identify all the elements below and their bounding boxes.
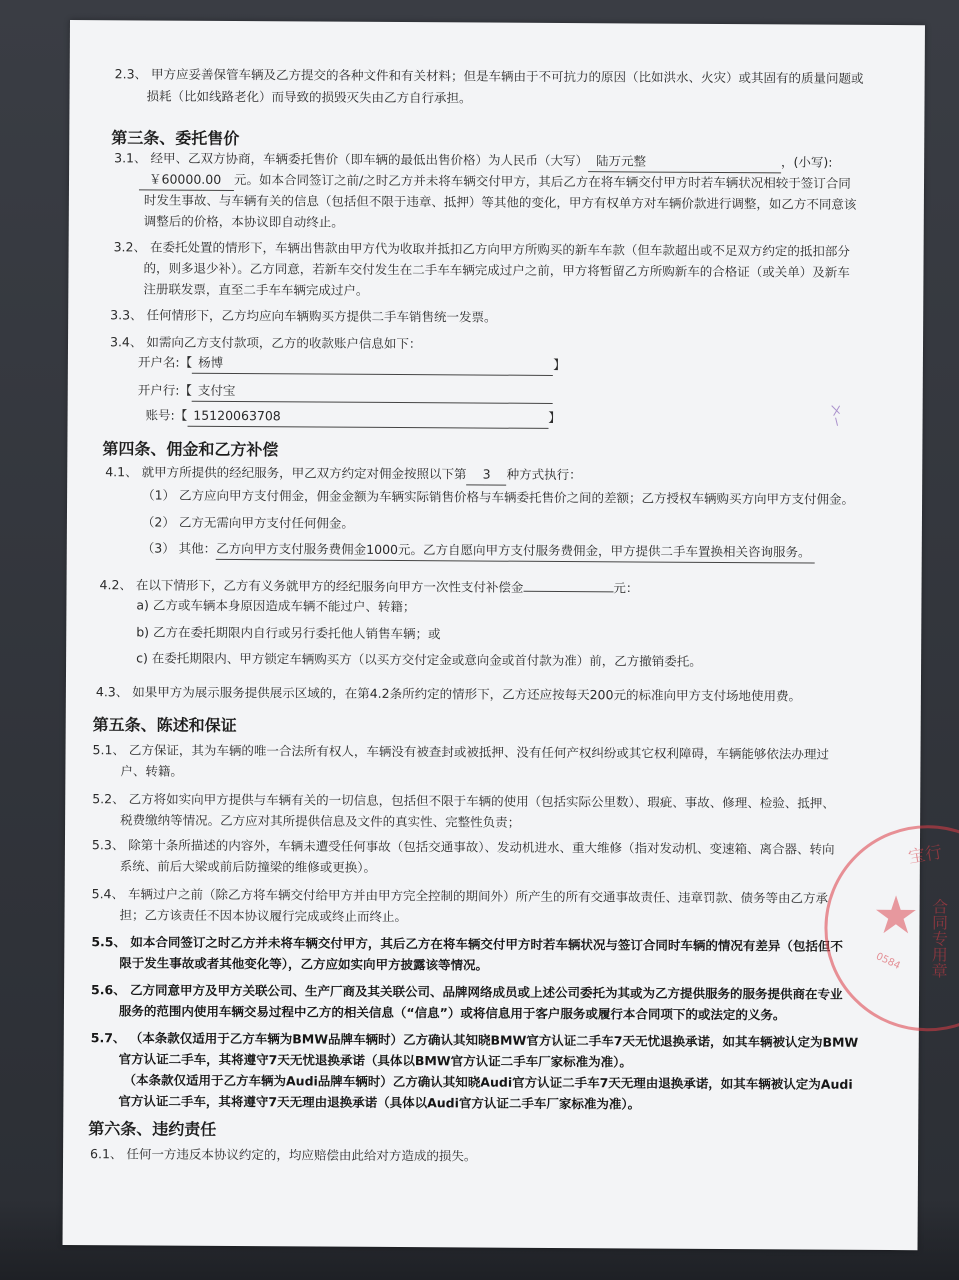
clause-3-2-line1: 3.2、 在委托处置的情形下，车辆出售款由甲方代为收取并抵扣乙方向甲方所购买的新车车款（但车款超出或不足双方约定的抵扣部分 <box>113 239 851 259</box>
clause-4-2-text-b: 元： <box>613 580 639 596</box>
clause-5-7-line4: 官方认证二手车，其将遵守7天无理由退换承诺（具体以Audi官方认证二手车厂家标准为准）。 <box>118 1093 641 1112</box>
clause-5-6-line2: 服务的范围内使用车辆交易过程中乙方的相关信息（“信息”）或将信息用于客户服务或履行本合同项下的或法定的义务。 <box>118 1003 786 1023</box>
clause-3-1-text-b: ，(小写): <box>780 154 833 170</box>
clause-4-2-text-a: 4.2、 在以下情形下，乙方有义务就甲方的经纪服务向甲方一次性支付补偿金 <box>99 577 524 595</box>
clause-3-1-line3: 时发生事故、与车辆有关的信息（包括但不限于违章、抵押）等其他的变化，甲方有权单方对车辆价款进行调整，如乙方不同意该 <box>143 192 857 212</box>
clause-4-1-intro <box>105 462 581 486</box>
clause-5-1-line1: 5.1、 乙方保证，其为车辆的唯一合法所有权人，车辆没有被查封或被抵押、没有任何产权纠纷或其它权利障碍，车辆能够依法办理过 <box>92 742 829 762</box>
pen-mark <box>828 400 848 430</box>
clause-5-3-line2: 系统、前后大梁或前后防撞梁的维修或更换）。 <box>119 858 377 875</box>
amount-in-number: ￥60000.00 <box>139 169 234 191</box>
option-3-label: （3） 其他： <box>141 540 217 556</box>
clause-4-1-text-a: 4.1、 就甲方所提供的经纪服务，甲乙双方约定对佣金按照以下第 <box>105 464 467 482</box>
clause-4-2-b: b) 乙方在委托期限内自行或另行委托他人销售车辆；或 <box>136 624 441 642</box>
clause-2-3-line1: 2.3、 甲方应妥善保管车辆及乙方提交的各种文件和有关材料；但是车辆由于不可抗力的原因（比如洪水、火灾）或其固有的质量问题或 <box>114 66 864 86</box>
account-name-label: 开户名:【 <box>137 354 193 370</box>
article-6-title: 第六条、违约责任 <box>88 1119 217 1139</box>
commission-option: 3 <box>467 464 507 485</box>
bank-row <box>138 380 553 404</box>
bank-label: 开户行:【 <box>137 382 193 398</box>
company-seal-stamp <box>824 825 959 1032</box>
contract-page <box>63 20 949 1250</box>
clause-3-4-intro: 3.4、 如需向乙方支付款项，乙方的收款账户信息如下： <box>109 334 422 352</box>
clause-5-6-line1: 5.6、 乙方同意甲方及甲方关联公司、生产厂商及其关联公司、品牌网络成员或上述公司委托为其或为乙方提供服务的服务提供商在专业 <box>91 982 843 1002</box>
clause-5-5-line1: 5.5、 如本合同签订之时乙方并未将车辆交付甲方，其后乙方在将车辆交付甲方时若车辆状况与签订合同时车辆的情况有差异（包括但不 <box>91 934 843 954</box>
amount-in-words: 陆万元整 <box>588 151 781 173</box>
clause-4-1-option-1: （1） 乙方应向甲方支付佣金，佣金金额为车辆实际销售价格与车辆委托售价之间的差额；乙方授权车辆购买方向甲方支付佣金。 <box>142 487 855 507</box>
stamp-star-icon: ★ <box>872 885 920 947</box>
clause-5-1-line2: 户、转籍。 <box>120 763 183 779</box>
account-no-bracket: 】 <box>548 409 561 426</box>
clause-5-4-line2: 担；乙方该责任不因本协议履行完成或终止而终止。 <box>119 907 408 925</box>
clause-4-1-option-2: （2） 乙方无需向甲方支付任何佣金。 <box>141 514 354 531</box>
article-3-title: 第三条、委托售价 <box>111 128 240 149</box>
clause-4-2-a: a) 乙方或车辆本身原因造成车辆不能过户、转籍； <box>136 597 416 615</box>
bank-value: 支付宝 <box>192 381 553 404</box>
stamp-text-side: 合同专用章 <box>929 898 949 979</box>
stamp-number: 0584 <box>874 951 902 972</box>
clause-5-7-line3: （本条款仅适用于乙方车辆为Audi品牌车辆时）乙方确认其知晓Audi官方认证二手车7天无理由退换承诺，如其车辆被认定为Audi <box>123 1072 853 1092</box>
clause-3-1-text-line2: 元。如本合同签订之前/之时乙方并未将车辆交付甲方，其后乙方在将车辆交付甲方时若车辆状况相较于签订合同 <box>233 172 851 191</box>
clause-5-4-line1: 5.4、 车辆过户之前（除乙方将车辆交付给甲方并由甲方完全控制的期间外）所产生的所有交通事故责任、违章罚款、债务等由乙方承 <box>91 886 829 906</box>
stamp-text-top: 宝行 <box>906 842 944 868</box>
clause-3-1-text-a: 3.1、 经甲、乙双方协商，车辆委托售价（即车辆的最低出售价格）为人民币（大写） <box>114 150 589 169</box>
account-name-value: 杨博 <box>192 353 553 376</box>
account-no-label: 账号:【 <box>145 407 188 423</box>
account-name-row <box>138 352 566 376</box>
clause-3-3: 3.3、 任何情形下，乙方均应向车辆购买方提供二手车销售统一发票。 <box>110 307 497 325</box>
account-no-row <box>146 405 561 429</box>
article-4-title: 第四条、佣金和乙方补偿 <box>102 439 279 460</box>
clause-2-3-line2: 损耗（比如线路老化）而导致的损毁灭失由乙方自行承担。 <box>146 88 472 106</box>
clause-5-7-line1: 5.7、 （本条款仅适用于乙方车辆为BMW品牌车辆时）乙方确认其知晓BMW官方认证二手车7天无忧退换承诺，如其车辆被认定为BMW <box>90 1030 859 1050</box>
clause-5-7-line2: 官方认证二手车，其将遵守7天无忧退换承诺（具体以BMW官方认证二手车厂家标准为准）。 <box>118 1051 632 1070</box>
clause-6-1: 6.1、 任何一方违反本协议约定的，均应赔偿由此给对方造成的损失。 <box>90 1146 477 1164</box>
option-3-text: 乙方向甲方支付服务费佣金1000元。乙方自愿向甲方支付服务费佣金，甲方提供二手车置换相关咨询服务。 <box>216 539 814 564</box>
clause-3-1-line4: 调整后的价格，本协议即自动终止。 <box>143 213 344 230</box>
clause-4-1-text-b: 种方式执行： <box>506 466 582 483</box>
clause-4-3: 4.3、 如果甲方为展示服务提供展示区域的，在第4.2条所约定的情形下，乙方还应按每天200元的标准向甲方支付场地使用费。 <box>95 684 802 704</box>
clause-5-2-line2: 税费缴纳等情况。乙方应对其所提供信息及文件的真实性、完整性负责； <box>120 812 521 830</box>
clause-4-2-c: c) 在委托期限内、甲方锁定车辆购买方（以买方交付定金或意向金或首付款为准）前，乙方撤销委托。 <box>136 650 702 669</box>
account-name-bracket: 】 <box>553 356 566 373</box>
clause-5-5-line2: 限于发生事故或者其他变化等），乙方应如实向甲方披露该等情况。 <box>119 955 489 973</box>
clause-4-1-option-3 <box>142 538 815 563</box>
compensation-blank <box>523 591 613 593</box>
clause-3-2-line2: 的，则多退少补）。乙方同意，若新车交付发生在二手车车辆完成过户之前，甲方将暂留乙方所购新车的合格证（或关单）及新车 <box>143 260 850 280</box>
clause-5-2-line1: 5.2、 乙方将如实向甲方提供与车辆有关的一切信息，包括但不限于车辆的使用（包括实际公里数）、瑕疵、事故、修理、检验、抵押、 <box>92 791 835 811</box>
article-5-title: 第五条、陈述和保证 <box>92 715 237 736</box>
clause-3-2-line3: 注册联发票，直至二手车车辆完成过户。 <box>143 281 369 298</box>
account-no-value: 15120063708 <box>187 406 548 429</box>
clause-5-3-line1: 5.3、 除第十条所描述的内容外，车辆未遭受任何事故（包括交通事故）、发动机进水、重大维修（指对发动机、变速箱、离合器、转向 <box>91 837 835 857</box>
